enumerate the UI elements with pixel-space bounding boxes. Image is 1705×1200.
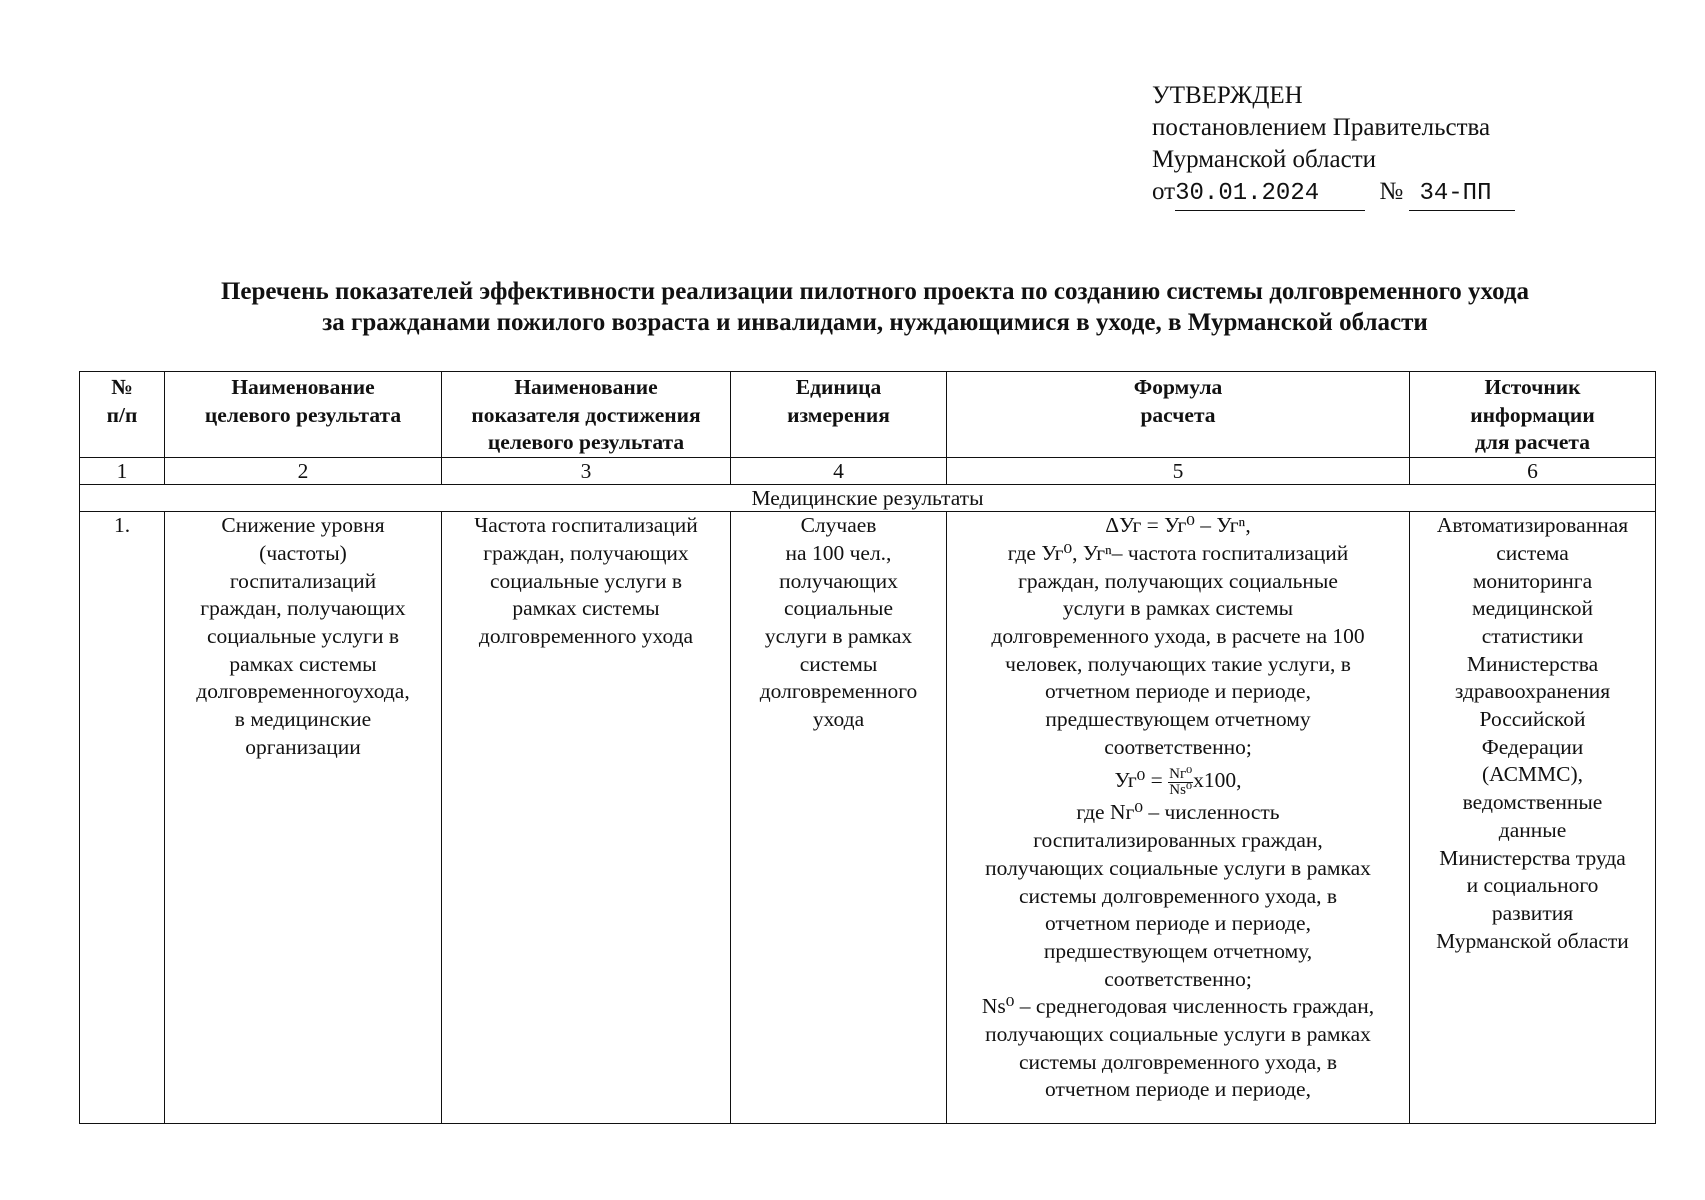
section-title: Медицинские результаты xyxy=(80,485,1656,512)
header-indicator: Наименование показателя достижения целевого результата xyxy=(442,372,731,458)
column-number: 4 xyxy=(731,458,947,485)
column-numbers-row xyxy=(80,458,1656,485)
approval-stamp xyxy=(1152,80,1515,211)
header-number: № п/п xyxy=(80,372,165,458)
column-number: 1 xyxy=(80,458,165,485)
formula-ns-definition: Ns⁰ – среднегодовая численность граждан, xyxy=(981,994,1375,1019)
approval-by: постановлением Правительства xyxy=(1152,114,1491,141)
formula-fraction: $\frac{\text{Nг⁰}}{\text{Ns⁰}}$ xyxy=(1169,766,1193,798)
title-line-1: Перечень показателей эффективности реализации пилотного проекта по созданию системы долговременного ухода xyxy=(220,278,1530,305)
formula-delta: ΔУг = Уг⁰ – Угⁿ, xyxy=(1105,513,1251,538)
document-title xyxy=(80,276,1670,338)
target-result-cell: Снижение уровня (частоты) госпитализаций граждан, получающих социальные услуги в рамках системы долговременногоухода, в медицинские организации xyxy=(165,512,442,1124)
header-source: Источник информации для расчета xyxy=(1410,372,1656,458)
formula-where-1: где Уг⁰, Угⁿ– частота госпитализаций xyxy=(1007,540,1349,565)
approval-region: Мурманской области xyxy=(1152,146,1377,173)
header-unit: Единица измерения xyxy=(731,372,947,458)
approval-date-line xyxy=(1152,176,1515,211)
table-row xyxy=(80,512,1656,1124)
approval-heading: УТВЕРЖДЕН xyxy=(1152,82,1303,109)
header-target-result: Наименование целевого результата xyxy=(165,372,442,458)
column-number: 5 xyxy=(947,458,1410,485)
formula-cell: ΔУг = Уг⁰ – Угⁿ, где Уг⁰, Угⁿ– частота госпитализаций граждан, получающих социальные услуги в рамках системы долговременного ухода, в расчете на 100 человек, получающих такие услуги, в отчетном периоде и периоде, предшествующем отчетному соответственно; Уг⁰ = $\frac{\text{Nг⁰}}{\text{Ns⁰}}$ x100, где Nг⁰ – численность госпитализированных граждан, получающих социальные услуги в рамках системы долговременного ухода, в отчетном периоде и периоде, предшествующем отчетному, соответственно; Ns⁰ – среднегодовая численность граждан, получающих социальные услуги в рамках системы долговременного ухода, в отчетном периоде и периоде, xyxy=(947,512,1410,1124)
unit-cell: Случаев на 100 чел., получающих социальные услуги в рамках системы долговременного ухода xyxy=(731,512,947,1124)
column-number: 3 xyxy=(442,458,731,485)
number-prefix: № xyxy=(1379,178,1404,205)
column-number: 6 xyxy=(1410,458,1656,485)
approval-number: 34-ПП xyxy=(1409,178,1515,211)
formula-rate: Уг⁰ = $\frac{\text{Nг⁰}}{\text{Ns⁰}}$ x100, xyxy=(1114,766,1242,798)
title-line-2: за гражданами пожилого возраста и инвалидами, нуждающимися в уходе, в Мурманской области xyxy=(322,309,1428,336)
header-formula: Формула расчета xyxy=(947,372,1410,458)
table-header-row xyxy=(80,372,1656,458)
indicator-cell: Частота госпитализаций граждан, получающих социальные услуги в рамках системы долговременного ухода xyxy=(442,512,731,1124)
row-number: 1. xyxy=(80,512,165,1124)
date-prefix: от xyxy=(1152,178,1176,205)
source-cell: Автоматизированная система мониторинга медицинской статистики Министерства здравоохранения Российской Федерации (АСММС), ведомственные данные Министерства труда и социального развития Мурманской области xyxy=(1410,512,1656,1124)
column-number: 2 xyxy=(165,458,442,485)
formula-where-2: где Nг⁰ – численность xyxy=(1076,800,1280,825)
indicators-table xyxy=(79,371,1656,1124)
section-row xyxy=(80,485,1656,512)
approval-date: 30.01.2024 xyxy=(1175,178,1365,211)
